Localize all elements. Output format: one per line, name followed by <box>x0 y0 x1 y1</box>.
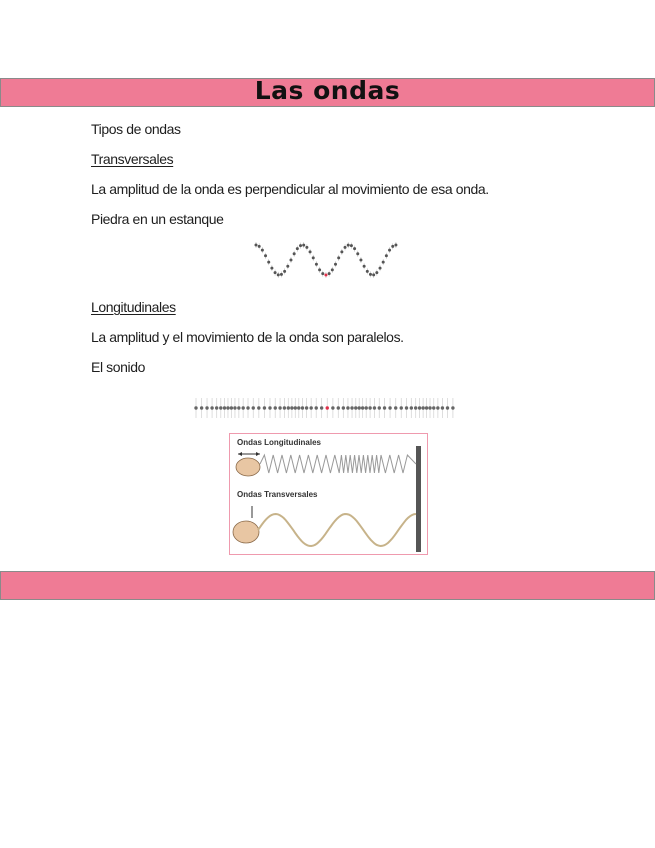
wave-particle <box>342 406 345 409</box>
wall <box>416 446 421 552</box>
wave-particle <box>233 406 236 409</box>
wave-particle <box>354 406 357 409</box>
transversal-example: Piedra en un estanque <box>91 211 224 227</box>
wave-particle <box>347 244 350 247</box>
wave-particle <box>372 273 375 276</box>
wave-particle <box>258 245 261 248</box>
wave-particle <box>274 271 277 274</box>
longitudinal-description: La amplitud y el movimiento de la onda son paralelos. <box>91 329 404 345</box>
wave-particle <box>241 406 244 409</box>
wave-particle <box>296 247 299 250</box>
wave-particle <box>383 406 386 409</box>
wave-particle <box>337 406 340 409</box>
wave-particle <box>378 406 381 409</box>
wave-particle <box>428 406 431 409</box>
wave-particle <box>334 263 337 266</box>
wave-particle <box>432 406 435 409</box>
wave-particle <box>287 406 290 409</box>
wave-particle <box>421 406 424 409</box>
wave-particle <box>252 406 255 409</box>
longitudinal-heading: Longitudinales <box>91 299 176 315</box>
longitudinal-example: El sonido <box>91 359 145 375</box>
wave-particle <box>299 244 302 247</box>
highlight-particle <box>326 406 329 409</box>
wave-particle <box>391 245 394 248</box>
hand-bottom <box>233 521 259 543</box>
wave-particle <box>226 406 229 409</box>
wave-particle <box>359 259 362 262</box>
wave-particle <box>200 406 203 409</box>
wave-particle <box>350 406 353 409</box>
spring-coil <box>260 455 416 473</box>
wave-particle <box>194 406 197 409</box>
longitudinal-wave-illustration <box>192 395 458 421</box>
wave-particle <box>365 406 368 409</box>
wave-particle <box>261 249 264 252</box>
wave-particle <box>446 406 449 409</box>
wave-particle <box>388 406 391 409</box>
transverse-wave-illustration <box>252 238 400 282</box>
wave-particle <box>315 263 318 266</box>
wave-particle <box>305 406 308 409</box>
wave-particle <box>425 406 428 409</box>
wave-particle <box>366 270 369 273</box>
transversal-heading: Transversales <box>91 151 174 167</box>
types-heading: Tipos de ondas <box>91 121 181 137</box>
wave-particle <box>328 272 331 275</box>
wave-particle <box>315 406 318 409</box>
highlight-particle <box>324 274 327 277</box>
wave-particle <box>382 261 385 264</box>
wave-particle <box>255 244 258 247</box>
wave-particle <box>346 406 349 409</box>
wave-particle <box>410 406 413 409</box>
wave-particle <box>277 273 280 276</box>
wave-particle <box>394 406 397 409</box>
wave-particle <box>344 246 347 249</box>
wave-particle <box>283 406 286 409</box>
wave-particle <box>368 406 371 409</box>
wave-particle <box>418 406 421 409</box>
wave-particle <box>379 267 382 270</box>
wave-particle <box>293 252 296 255</box>
wave-particle <box>246 406 249 409</box>
wave-particle <box>263 406 266 409</box>
wave-particle <box>331 268 334 271</box>
wave-particle <box>257 406 260 409</box>
hand-top <box>236 458 260 476</box>
wave-particle <box>369 273 372 276</box>
wave-particle <box>268 406 271 409</box>
wave-particle <box>219 406 222 409</box>
wave-particle <box>385 254 388 257</box>
wave-particle <box>340 250 343 253</box>
wave-particle <box>350 244 353 247</box>
wave-particle <box>309 250 312 253</box>
wave-particle <box>223 406 226 409</box>
transversal-diagram-label: Ondas Transversales <box>237 490 318 499</box>
transversal-description: La amplitud de la onda es perpendicular al movimiento de esa onda. <box>91 181 489 197</box>
wave-particle <box>289 259 292 262</box>
wave-particle <box>286 265 289 268</box>
wave-particle <box>321 272 324 275</box>
wave-particle <box>294 406 297 409</box>
wave-particle <box>230 406 233 409</box>
wave-particle <box>375 271 378 274</box>
wave-particle <box>302 244 305 247</box>
wave-types-diagram <box>229 433 428 555</box>
wave-particle <box>264 254 267 257</box>
wave-particle <box>361 406 364 409</box>
wave-particle <box>414 406 417 409</box>
wave-particle <box>373 406 376 409</box>
wave-particle <box>215 406 218 409</box>
wave-particle <box>388 249 391 252</box>
wave-particle <box>290 406 293 409</box>
wave-particle <box>309 406 312 409</box>
wave-particle <box>301 406 304 409</box>
wave-particle <box>441 406 444 409</box>
wave-particle <box>353 247 356 250</box>
wave-particle <box>305 246 308 249</box>
wave-particle <box>312 256 315 259</box>
wave-particle <box>320 406 323 409</box>
wave-particle <box>297 406 300 409</box>
longitudinal-diagram-label: Ondas Longitudinales <box>237 438 322 447</box>
wave-particle <box>436 406 439 409</box>
wave-particle <box>318 268 321 271</box>
wave-particle <box>400 406 403 409</box>
footer-band <box>0 571 655 600</box>
wave-particle <box>363 265 366 268</box>
wave-particle <box>237 406 240 409</box>
spring-and-rope-drawing <box>230 434 427 554</box>
wave-particle <box>331 406 334 409</box>
wave-particle <box>283 270 286 273</box>
wave-particle <box>280 273 283 276</box>
wave-particle <box>394 244 397 247</box>
wave-particle <box>358 406 361 409</box>
wave-particle <box>337 256 340 259</box>
wave-particle <box>405 406 408 409</box>
wave-particle <box>451 406 454 409</box>
wave-particle <box>267 261 270 264</box>
wave-particle <box>270 267 273 270</box>
rope-wave <box>258 514 416 546</box>
wave-particle <box>356 252 359 255</box>
wave-particle <box>210 406 213 409</box>
wave-particle <box>278 406 281 409</box>
wave-particle <box>205 406 208 409</box>
wave-particle <box>274 406 277 409</box>
page-title: Las ondas <box>254 76 401 105</box>
